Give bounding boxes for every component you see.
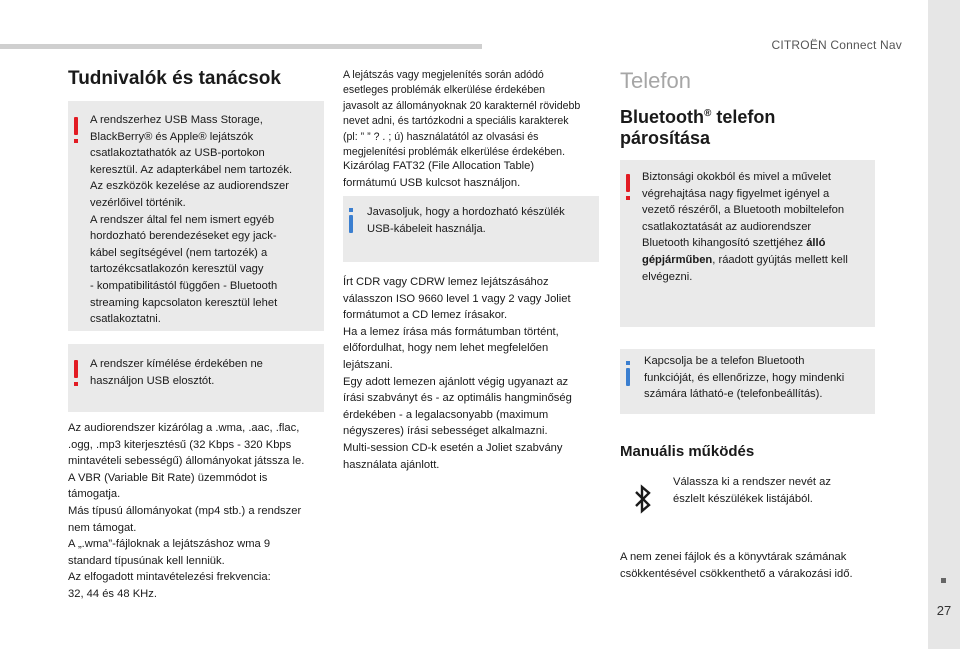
warning-text-post: , ráadott gyújtás mellett kell elvégezni. xyxy=(642,253,848,283)
warning-text-usb: A rendszerhez USB Mass Storage, BlackBerry® és Apple® lejátszók csatlakoztathatók az USB-portokon keresztül. Az adapterkábel nem tartozék. Az eszközök kezelése az audiorendszer vezérlőivel történik. A rendszer által fel nem ismert egyéb hordozható berendezéseket egy jack- kábel segítségével (nem tartozék) a tartozékcsatlakozón keresztül vagy - kompatibilitástól függően - Bluetooth streaming kapcsolaton keresztül lehet csatlakoztatni. xyxy=(90,114,293,326)
info-dot xyxy=(626,361,630,365)
info-icon xyxy=(626,368,630,386)
warning-text-pre: Biztonsági okokból és mivel a művelet végrehajtása nagy figyelmet igényel a vezető részéről, a Bluetooth mobiltelefon csatlakoztatását az audiorendszer Bluetooth kihangosító szettjéhez xyxy=(642,171,845,250)
page-sidebar xyxy=(928,0,960,649)
exclamation-icon xyxy=(74,360,78,378)
exclamation-dot xyxy=(74,382,78,386)
page-number: 27 xyxy=(936,603,952,618)
title-telefon: telefon xyxy=(711,107,776,127)
warning-text-bold: álló gépjárműben xyxy=(642,237,826,266)
brand-label: CITROËN Connect Nav xyxy=(771,38,902,52)
warning-box-hub xyxy=(68,344,324,412)
warning-text-safety xyxy=(642,169,874,285)
info-text-cable: Javasoljuk, hogy a hordozható készülék USB-kábeleit használja. xyxy=(367,206,565,235)
info-dot xyxy=(349,208,353,212)
title-parositasa: párosítása xyxy=(620,128,711,148)
info-icon xyxy=(349,215,353,233)
title-registered-mark: ® xyxy=(703,108,712,119)
cd-paragraph: Írt CDR vagy CDRW lemez lejátszásához válasszon ISO 9660 level 1 vagy 2 vagy Joliet formátumot a CD lemez írásakor. Ha a lemez írása más formátumban történt, előfordulhat, hogy nem lehet megfelelően lejátszani. Egy adott lemezen ajánlott végig ugyanazt az írási szabványt és - az optimális hangminőség érdekében - a legalacsonyabb (maximum négyszeres) írási sebességet alkalmazni. Multi-session CD-k esetén a Joliet szabvány használata ajánlott. xyxy=(343,276,572,471)
info-text-bluetooth: Kapcsolja be a telefon Bluetooth funkcióját, és ellenőrizze, hogy mindenki számára látható-e (telefonbeállítás). xyxy=(644,355,845,401)
section-title-telefon: Telefon xyxy=(620,68,691,93)
warning-box-usb xyxy=(68,101,324,331)
warning-box-safety xyxy=(620,160,875,327)
exclamation-icon xyxy=(626,174,630,192)
manual-operation-title: Manuális működés xyxy=(620,443,755,460)
manual-operation-text: Válassza ki a rendszer nevét az észlelt készülékek listájából. xyxy=(673,476,831,505)
exclamation-icon xyxy=(74,117,78,135)
info-box-cable xyxy=(343,196,599,262)
bluetooth-pairing-title xyxy=(620,103,775,149)
sidebar-marker xyxy=(941,578,946,583)
waiting-time-paragraph: A nem zenei fájlok és a könyvtárak számának csökkentésével csökkenthető a várakozási idő. xyxy=(620,551,853,580)
warning-text-hub: A rendszer kímélése érdekében ne használjon USB elosztót. xyxy=(90,358,263,387)
title-bluetooth: Bluetooth xyxy=(620,107,704,127)
filename-paragraph: A lejátszás vagy megjelenítés során adódó esetleges problémák elkerülése érdekében javasolt az állományoknak 20 karakternél rövidebb nevet adni, és tartózkodni a speciális karakterek (pl: ” ” ? . ; ú) használatától az olvasási és megjelenítési problémák elkerülése érdekében. xyxy=(343,69,581,159)
info-box-bluetooth xyxy=(620,349,875,414)
header-rule xyxy=(0,44,482,49)
exclamation-dot xyxy=(74,139,78,143)
exclamation-dot xyxy=(626,196,630,200)
formats-paragraph: Az audiorendszer kizárólag a .wma, .aac, .flac, .ogg, .mp3 kiterjesztésű (32 Kbps - 320 Kbps mintavételi sebességű) állományokat játssza le. A VBR (Variable Bit Rate) üzemmódot is támogatja. Más típusú állományokat (mp4 stb.) a rendszer nem támogat. A „.wma”-fájloknak a lejátszáshoz wma 9 standard típusúnak kell lenniük. Az elfogadott mintavételezési frekvencia: 32, 44 és 48 KHz. xyxy=(68,422,305,600)
page-title: Tudnivalók és tanácsok xyxy=(68,68,281,89)
fat32-paragraph: Kizárólag FAT32 (File Allocation Table) formátumú USB kulcsot használjon. xyxy=(343,160,535,189)
bluetooth-icon xyxy=(632,484,654,514)
